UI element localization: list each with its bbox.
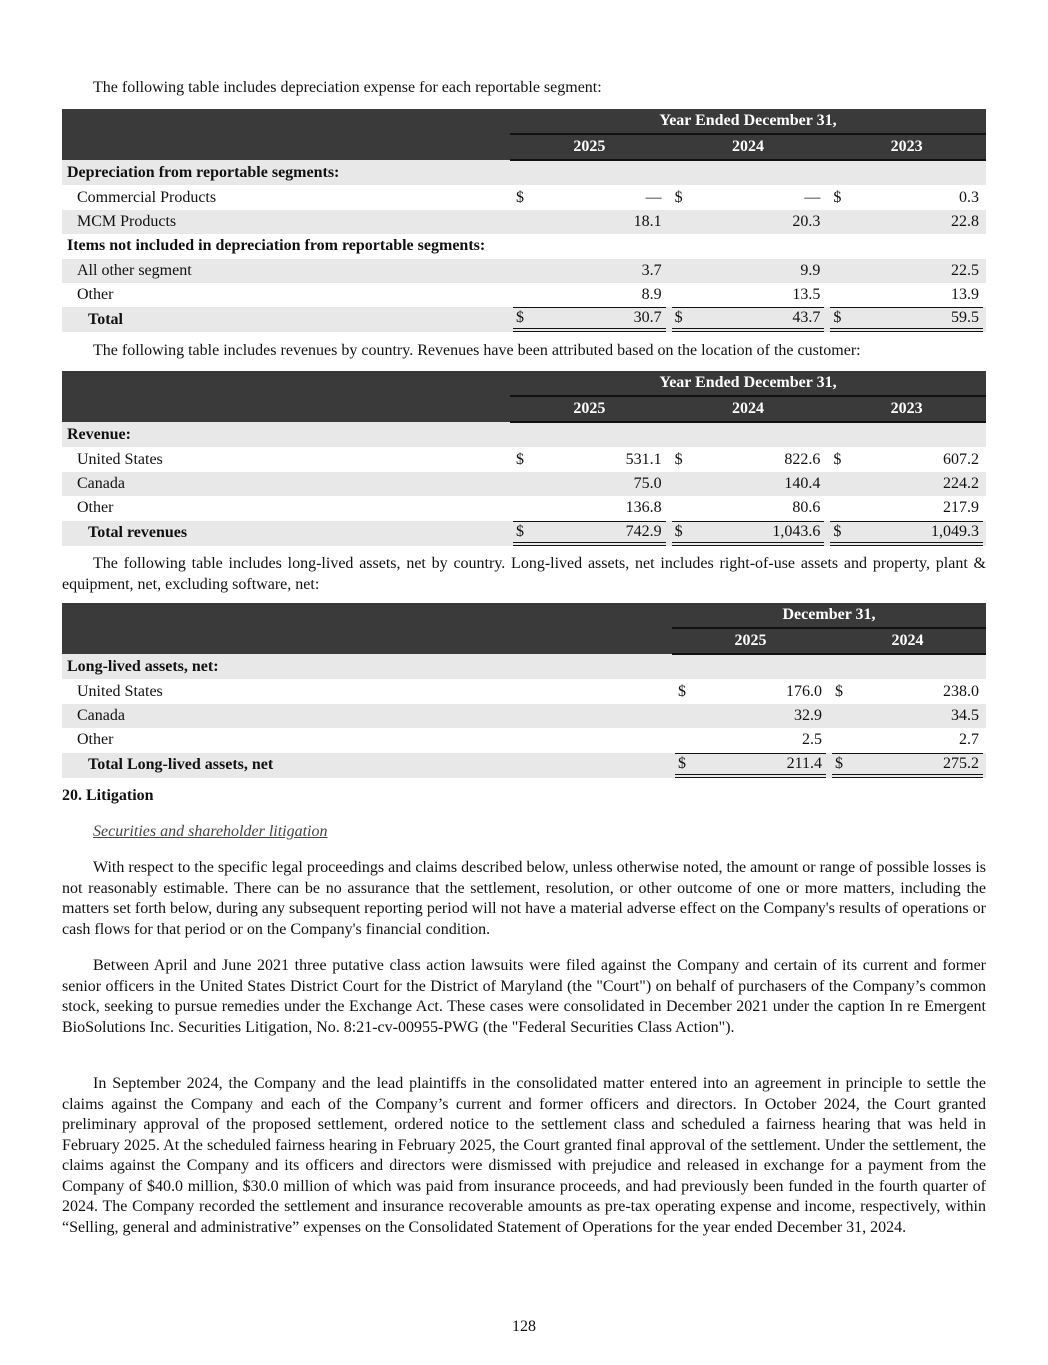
table-row xyxy=(62,422,986,447)
value-cell xyxy=(827,283,986,307)
value: 1,043.6 xyxy=(772,522,821,540)
year-header-row xyxy=(62,134,986,160)
intro-revenue: The following table includes revenues by country. Revenues have been attributed based on the location of the customer: xyxy=(93,342,861,359)
row-label: Canada xyxy=(62,704,672,728)
value-wrapper xyxy=(675,753,826,778)
value-cell xyxy=(510,307,669,332)
value-cell xyxy=(672,704,829,728)
period-header: December 31, xyxy=(672,603,986,628)
value-wrapper xyxy=(513,284,666,307)
empty-cell xyxy=(672,654,986,679)
year-header-row xyxy=(62,396,986,422)
value-wrapper xyxy=(830,210,983,233)
value: 531.1 xyxy=(625,450,662,468)
value-cell xyxy=(829,753,986,778)
year-header: 2025 xyxy=(510,134,669,160)
currency-symbol: $ xyxy=(678,682,686,700)
value-wrapper xyxy=(513,210,666,233)
table-row xyxy=(62,654,986,679)
value-wrapper xyxy=(672,259,825,282)
value-cell xyxy=(669,447,828,471)
value-wrapper xyxy=(513,448,666,471)
value-wrapper xyxy=(675,729,826,752)
row-label: All other segment xyxy=(62,259,510,283)
value-cell xyxy=(510,210,669,234)
period-header: Year Ended December 31, xyxy=(510,109,986,134)
value: 13.5 xyxy=(792,286,821,304)
page-number: 128 xyxy=(512,1318,536,1335)
value-cell xyxy=(510,496,669,520)
value-wrapper xyxy=(672,472,825,495)
value-wrapper xyxy=(832,753,983,778)
value: 18.1 xyxy=(633,212,662,230)
row-label: Canada xyxy=(62,472,510,496)
value-wrapper xyxy=(672,186,825,209)
value-cell xyxy=(827,185,986,209)
value-cell xyxy=(827,210,986,234)
value-cell xyxy=(669,259,828,283)
currency-symbol: $ xyxy=(516,450,524,468)
value-cell xyxy=(669,185,828,209)
value: 75.0 xyxy=(633,474,662,492)
subsection-title: Securities and shareholder litigation xyxy=(93,823,328,840)
section-title: 20. Litigation xyxy=(62,787,154,804)
row-label: Depreciation from reportable segments: xyxy=(62,160,510,185)
value-cell xyxy=(672,728,829,752)
value-cell xyxy=(669,307,828,332)
value: — xyxy=(645,188,662,206)
table-row xyxy=(62,234,986,258)
table-row xyxy=(62,704,986,728)
year-header-row xyxy=(62,628,986,654)
empty-cell xyxy=(510,160,986,185)
currency-symbol: $ xyxy=(516,522,524,540)
table-row xyxy=(62,447,986,471)
value-wrapper xyxy=(830,307,983,332)
value: 80.6 xyxy=(792,499,821,517)
table-row xyxy=(62,472,986,496)
value-wrapper xyxy=(672,284,825,307)
currency-symbol: $ xyxy=(833,309,842,327)
long-lived-assets-table xyxy=(62,603,986,778)
table-row xyxy=(62,283,986,307)
value: 22.8 xyxy=(951,212,979,230)
value-cell xyxy=(672,753,829,778)
value-cell xyxy=(669,283,828,307)
value-wrapper xyxy=(830,472,983,495)
value-wrapper xyxy=(672,448,825,471)
revenue-table xyxy=(62,371,986,546)
year-header: 2025 xyxy=(672,628,829,654)
value-cell xyxy=(829,679,986,703)
value-wrapper xyxy=(832,704,983,727)
value-cell xyxy=(510,283,669,307)
value-wrapper xyxy=(830,521,983,546)
value-wrapper xyxy=(513,307,666,332)
value-wrapper xyxy=(513,186,666,209)
value: 22.5 xyxy=(951,261,979,279)
paragraph: In September 2024, the Company and the lead plaintiffs in the consolidated matter entered into an agreement in principle to settle the claims against the Company and each of the Company’s current and former officers and directors. In October 2024, the Court granted preliminary approval of the proposed settlement, ordered notice to the settlement class and scheduled a fairness hearing that was held in February 2025. At the scheduled fairness hearing in February 2025, the Court granted final approval of the settlement. Under the settlement, the claims against the Company and its officers and directors were dismissed with prejudice and released in exchange for a payment from the Company of $40.0 million, $30.0 million of which was paid from insurance proceeds, and had previously been funded in the fourth quarter of 2024. The Company recorded the settlement and insurance recoverable amounts as pre-tax operating expense and income, respectively, within “Selling, general and administrative” expenses on the Consolidated Statement of Operations for the year ended December 31, 2024. xyxy=(62,1075,986,1236)
value: 176.0 xyxy=(786,682,822,700)
value: 2.7 xyxy=(959,731,979,749)
value-cell xyxy=(827,259,986,283)
row-label: Items not included in depreciation from reportable segments: xyxy=(67,237,486,255)
table-header-row xyxy=(62,109,986,134)
currency-symbol: $ xyxy=(678,754,686,772)
table-row xyxy=(62,259,986,283)
value: 30.7 xyxy=(633,309,662,327)
value-cell xyxy=(827,496,986,520)
value: 2.5 xyxy=(802,731,822,749)
value: 224.2 xyxy=(943,474,979,492)
year-header: 2024 xyxy=(669,396,828,422)
row-label: Total Long-lived assets, net xyxy=(62,753,672,778)
header-blank xyxy=(62,603,672,628)
currency-symbol: $ xyxy=(674,522,683,540)
value-wrapper xyxy=(830,448,983,471)
value-wrapper xyxy=(830,259,983,282)
value-wrapper xyxy=(672,307,825,332)
value-cell xyxy=(827,472,986,496)
intro-depreciation: The following table includes depreciation expense for each reportable segment: xyxy=(93,79,602,96)
value-wrapper xyxy=(830,497,983,520)
value-cell xyxy=(510,185,669,209)
empty-cell xyxy=(510,422,986,447)
row-label: Total revenues xyxy=(62,521,510,546)
table-header-row xyxy=(62,603,986,628)
currency-symbol: $ xyxy=(516,188,524,206)
value: 211.4 xyxy=(786,754,822,772)
currency-symbol: $ xyxy=(833,522,842,540)
currency-symbol: $ xyxy=(674,309,683,327)
value-cell xyxy=(669,472,828,496)
value-cell xyxy=(829,704,986,728)
value: 822.6 xyxy=(784,450,821,468)
value-cell xyxy=(827,447,986,471)
currency-symbol: $ xyxy=(833,188,842,206)
value-wrapper xyxy=(830,284,983,307)
value-cell xyxy=(827,521,986,546)
value-cell xyxy=(672,679,829,703)
value-cell xyxy=(669,210,828,234)
row-label: Revenue: xyxy=(62,422,510,447)
year-header: 2023 xyxy=(827,134,986,160)
value: 0.3 xyxy=(959,188,979,206)
row-label: Long-lived assets, net: xyxy=(62,654,672,679)
value-wrapper xyxy=(832,729,983,752)
row-label: MCM Products xyxy=(62,210,510,234)
currency-symbol: $ xyxy=(516,309,524,327)
value-cell xyxy=(510,447,669,471)
year-header: 2023 xyxy=(827,396,986,422)
table-row xyxy=(62,210,986,234)
table-row xyxy=(62,307,986,332)
value: 136.8 xyxy=(625,499,662,517)
value-cell xyxy=(669,496,828,520)
paragraph: Between April and June 2021 three putative class action lawsuits were filed against the Company and certain of its current and former senior officers in the United States District Court for the District of Maryland (the "Court") on behalf of purchasers of the Company’s common stock, seeking to pursue remedies under the Exchange Act. These cases were consolidated in December 2021 under the caption In re Emergent BioSolutions Inc. Securities Litigation, No. 8:21-cv-00955-PWG (the "Federal Securities Class Action"). xyxy=(62,957,986,1036)
currency-symbol: $ xyxy=(674,188,683,206)
value: 32.9 xyxy=(794,706,822,724)
row-label: Other xyxy=(77,731,114,749)
value: 607.2 xyxy=(943,450,979,468)
table-row xyxy=(62,679,986,703)
row-label: Other xyxy=(77,286,114,304)
value-cell xyxy=(827,307,986,332)
intro-long-lived: The following table includes long-lived assets, net by country. Long-lived assets, net includes right-of-use assets and property, plant & equipment, net, excluding software, net: xyxy=(62,555,986,593)
value: 13.9 xyxy=(951,286,979,304)
value-wrapper xyxy=(672,210,825,233)
value: 238.0 xyxy=(943,682,979,700)
header-blank xyxy=(62,396,510,422)
header-blank xyxy=(62,109,510,134)
value-cell xyxy=(829,728,986,752)
value: 9.9 xyxy=(800,261,821,279)
value: 3.7 xyxy=(641,261,662,279)
value: 1,049.3 xyxy=(931,522,979,540)
value: 275.2 xyxy=(943,754,979,772)
table-row xyxy=(62,185,986,209)
table-row xyxy=(62,160,986,185)
value-wrapper xyxy=(513,472,666,495)
value-wrapper xyxy=(513,497,666,520)
value: 59.5 xyxy=(951,309,979,327)
value: 43.7 xyxy=(792,309,821,327)
row-label: Total xyxy=(62,307,510,332)
row-label: United States xyxy=(77,450,163,468)
value-wrapper xyxy=(675,680,826,703)
row-label: Other xyxy=(77,499,114,517)
value-wrapper xyxy=(672,521,825,546)
table-header-row xyxy=(62,371,986,396)
value-wrapper xyxy=(675,704,826,727)
period-header: Year Ended December 31, xyxy=(510,371,986,396)
value: 742.9 xyxy=(625,522,662,540)
currency-symbol: $ xyxy=(833,450,842,468)
header-blank xyxy=(62,628,672,654)
depreciation-table xyxy=(62,109,986,332)
value: 217.9 xyxy=(943,499,979,517)
year-header: 2024 xyxy=(829,628,986,654)
value-wrapper xyxy=(832,680,983,703)
value-cell xyxy=(669,521,828,546)
header-blank xyxy=(62,371,510,396)
value-cell xyxy=(510,472,669,496)
value: 34.5 xyxy=(951,706,979,724)
value: 140.4 xyxy=(784,474,821,492)
value-wrapper xyxy=(830,186,983,209)
row-label: United States xyxy=(77,682,163,700)
currency-symbol: $ xyxy=(835,754,843,772)
table-row xyxy=(62,753,986,778)
value-wrapper xyxy=(513,259,666,282)
value: 8.9 xyxy=(641,286,662,304)
row-label: Commercial Products xyxy=(77,188,217,206)
year-header: 2025 xyxy=(510,396,669,422)
value-wrapper xyxy=(513,521,666,546)
table-row xyxy=(62,496,986,520)
value: — xyxy=(804,188,821,206)
value: 20.3 xyxy=(792,212,821,230)
paragraph: With respect to the specific legal proceedings and claims described below, unless otherwise noted, the amount or range of possible losses is not reasonably estimable. There can be no assurance that the settlement, resolution, or other outcome of one or more matters, including the matters set forth below, during any subsequent reporting period will not have a material adverse effect on the Company's results of operations or cash flows for that period or on the Company's financial condition. xyxy=(62,859,986,938)
value-wrapper xyxy=(672,497,825,520)
currency-symbol: $ xyxy=(835,682,843,700)
value-cell xyxy=(510,259,669,283)
table-row xyxy=(62,521,986,546)
value-cell xyxy=(510,521,669,546)
table-row xyxy=(62,728,986,752)
currency-symbol: $ xyxy=(674,450,683,468)
header-blank xyxy=(62,134,510,160)
year-header: 2024 xyxy=(669,134,828,160)
empty-cell xyxy=(510,234,986,258)
